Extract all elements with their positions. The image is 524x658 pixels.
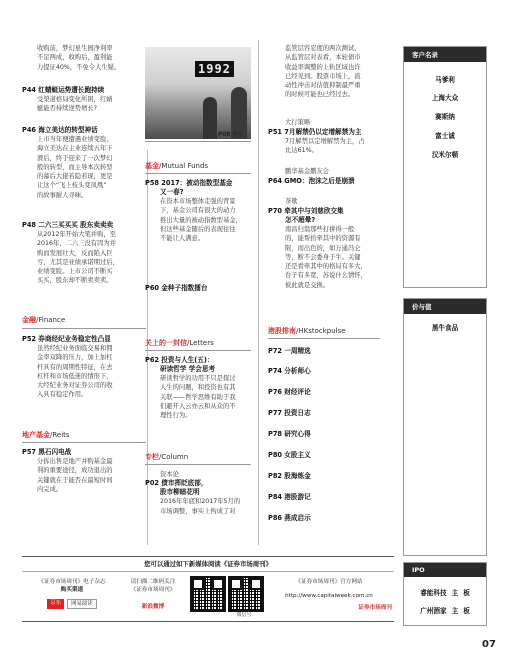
article-p52[interactable]: [22, 335, 146, 400]
person-silhouette: [203, 97, 217, 139]
cover-photo[interactable]: [145, 47, 251, 139]
article-body: 2016年年底和2017年5月的 市场调整，事实上构成了对: [160, 498, 241, 515]
hk-item[interactable]: P77 投资日志: [268, 409, 311, 417]
article-body: 在资本市场整体走强的背景 下，基金公司有很大的动力 推出大量的被动指数型基金， 但这些基金随后的表现往往 不能让人满意。: [160, 198, 242, 243]
article-body: 南昌归翁那些打拼得一般 的，能帮拾牵其中的资源有 限，而出色的，如万通冯仑 等，断不会委身于牛。关键 还是看牵其中的格局有多大， 台子有多宽，苏说什么情怀， 彼此就是交换。: [285, 226, 367, 289]
article-title: P44 红蜻蜓运势遭长跑持续: [22, 86, 105, 94]
section-mutual-funds: 基金/Mutual Funds: [145, 162, 209, 170]
divider: [145, 464, 251, 465]
section-finance: 金融/Finance: [22, 316, 66, 324]
client-item[interactable]: 上海大众: [431, 94, 459, 102]
kicker-strategy: 大行策略: [285, 119, 311, 126]
article-title: P46 海立美达的转型神话: [22, 126, 98, 134]
article-body: 7月解禁以定增解禁为主，占 比达61%。: [285, 138, 365, 155]
article-title-2: 研读哲学 学会思考: [160, 365, 216, 373]
article-p60[interactable]: P60 金种子指数擂台: [145, 284, 208, 292]
article-p44[interactable]: [22, 86, 146, 114]
article-p64[interactable]: P64 GMO：泡沫之后是崩溃: [268, 177, 355, 185]
sidebar-price-value: [403, 298, 487, 556]
divider: [145, 350, 251, 351]
article-title: P62 投资与人生(五)：: [145, 356, 214, 364]
sidebar-heading: 价与值: [404, 299, 486, 314]
article-body: 受渠道格局变化所困，红蜻 蜓能否持续逆势增长?: [37, 96, 113, 113]
footer-rule: [22, 621, 394, 622]
kicker-penghua: 鹏华基金鹏友会: [285, 168, 330, 175]
photo-caption: P08 透视: [218, 132, 243, 138]
weibo-label: 新浪微博: [141, 604, 165, 610]
article-title: P48 二六三买买买 股东卖卖卖: [22, 221, 114, 229]
client-item[interactable]: 汉米尔顿: [431, 151, 459, 159]
section-hkstockpulse: 港股排南/HKstockpulse: [268, 327, 346, 335]
article-title: P58 2017：被动指数型基金: [145, 179, 233, 187]
article-title-2: 股市柳暗花明: [160, 488, 200, 497]
column-divider: [258, 40, 259, 545]
divider: [22, 442, 146, 443]
divider: [145, 173, 251, 174]
site-logo: 证券市场周刊: [358, 605, 392, 611]
footer-website[interactable]: 《证券市场周刊》官方网站 http://www.capitalweek.com.cn 证券市场周刊: [266, 578, 392, 612]
article-p51[interactable]: [268, 128, 398, 156]
section-column: 专栏/Column: [145, 453, 189, 461]
divider: [22, 328, 146, 329]
ipo-row[interactable]: 睿能科技 主 板: [420, 589, 470, 597]
article-body: 上市当年便遭遇业绩变脸， 海立美达在主业连续五年下 滑后，终于迎来了一次梦幻 般的转型，而主导本次转型 的幕后大佬若隐若现，更是 让这个“飞上枝头变凤凰” 的故事耐人寻味。: [37, 136, 113, 199]
sidebar-heading: 客户名录: [404, 47, 486, 62]
kicker-tea: 茶歇: [285, 198, 298, 205]
footer-weibo: 请扫描二维码关注 《证券市场周刊》 新浪微博: [120, 578, 186, 611]
article-body: 从2012年开始大笔并购，至 2016年，二六三没有因为并 购而发展壮大，反而陷入巨 亏，尤其是业绩承诺期过后， 业绩变脸。上市公司不断买 买买，股东却不断卖卖卖。: [37, 231, 119, 285]
col3-intro: 监管层容忍度的两次测试， 从监管层对表看，本轮债市 收益率调整的上轨区域也许 已经见到。股票市场上，流 动性冲击对估值抑制最严重 的时候可能也已经过去。: [285, 45, 361, 99]
stock-item[interactable]: 黑牛食品: [431, 324, 459, 332]
footer-ebook[interactable]: 《证券市场周刊》电子杂志 购买渠道 京东 网易阅读: [38, 579, 106, 607]
client-item[interactable]: 富士诚: [435, 132, 455, 140]
footer-rule: [22, 556, 394, 557]
hk-item[interactable]: P78 研究心得: [268, 430, 311, 438]
article-p46[interactable]: [22, 126, 146, 200]
hk-item[interactable]: P82 股海炼金: [268, 472, 311, 480]
section-letters: 关上的一封信/Letters: [145, 339, 214, 347]
article-title: P02 债市挥眨底部，: [145, 479, 208, 488]
weibo-qr-code[interactable]: [190, 576, 226, 612]
hk-item[interactable]: P86 燕成启示: [268, 514, 311, 522]
hk-item[interactable]: P74 分析师心: [268, 367, 311, 375]
netease-logo[interactable]: 网易阅读: [67, 599, 97, 609]
article-body: 分拆出售是地产并购基金最 利的重要途径，成功退出的 关键就在于能否在最短时间 内完成。: [37, 458, 113, 493]
col1-intro: 收购前，梦幻星生园净利率 不足两成，收购后，盈利能 力提证40%，不免令人生疑。: [37, 45, 121, 71]
article-title: P70 牵其中与刘慈欣交集: [268, 207, 344, 215]
page-number: 07: [482, 639, 496, 650]
footer-headline: 您可以通过如下新媒体阅读《证券市场周刊》: [144, 560, 272, 568]
article-p02[interactable]: [145, 470, 253, 516]
ipo-row[interactable]: 广州酒家 主 板: [420, 607, 470, 615]
wechat-qr-code[interactable]: [228, 576, 264, 612]
client-item[interactable]: 赛斯纳: [435, 113, 455, 121]
article-title-2: 又一春?: [160, 188, 184, 196]
stock-board: 1992: [195, 61, 234, 77]
article-body: 虽然经纪业务面临交易和佣 金率双降的压力，加上加杠 杆具有的周期性特征，在去 杠杆和市场低迷的情形下， 大经纪业务对证券公司的收 入具有稳定作用。: [37, 345, 113, 399]
sidebar-clients: [403, 46, 487, 288]
article-kicker: 资本论: [160, 471, 179, 478]
hk-item[interactable]: P76 财经评论: [268, 388, 311, 396]
wechat-label: 微信号: [236, 612, 252, 618]
section-reits: 地产基金/Reits: [22, 431, 70, 439]
hk-item[interactable]: P72 一周精选: [268, 347, 311, 355]
client-item[interactable]: 马爹利: [435, 76, 455, 84]
article-p57[interactable]: [22, 448, 146, 494]
website-url[interactable]: http://www.capitalweek.com.cn: [285, 593, 373, 599]
article-title: P52 券商经纪业务稳定性凸显: [22, 335, 111, 343]
article-p70[interactable]: [268, 207, 398, 290]
footer-rule: [22, 571, 394, 572]
divider: [145, 141, 251, 142]
article-title: P57 黑石闪电战: [22, 448, 72, 456]
article-p58[interactable]: [145, 179, 253, 243]
article-title: P51 7月解禁仍以定增解禁为主: [268, 128, 362, 136]
article-p48[interactable]: [22, 221, 146, 286]
article-p62[interactable]: [145, 356, 253, 420]
article-title-2: 怎不超晕?: [285, 216, 316, 224]
hk-item[interactable]: P84 港股游记: [268, 493, 311, 501]
sidebar-heading: IPO: [404, 563, 486, 577]
hk-item[interactable]: P80 女股主义: [268, 451, 311, 459]
sidebar-ipo: [403, 562, 487, 626]
jd-logo[interactable]: 京东: [47, 599, 64, 609]
divider: [268, 338, 380, 339]
article-body: 研读哲学的功用不只是探讨 人生的问题，和投资也有其 关联——哲学思维有助于我 们避开人云亦云和从众的不 理性行为。: [160, 375, 236, 420]
